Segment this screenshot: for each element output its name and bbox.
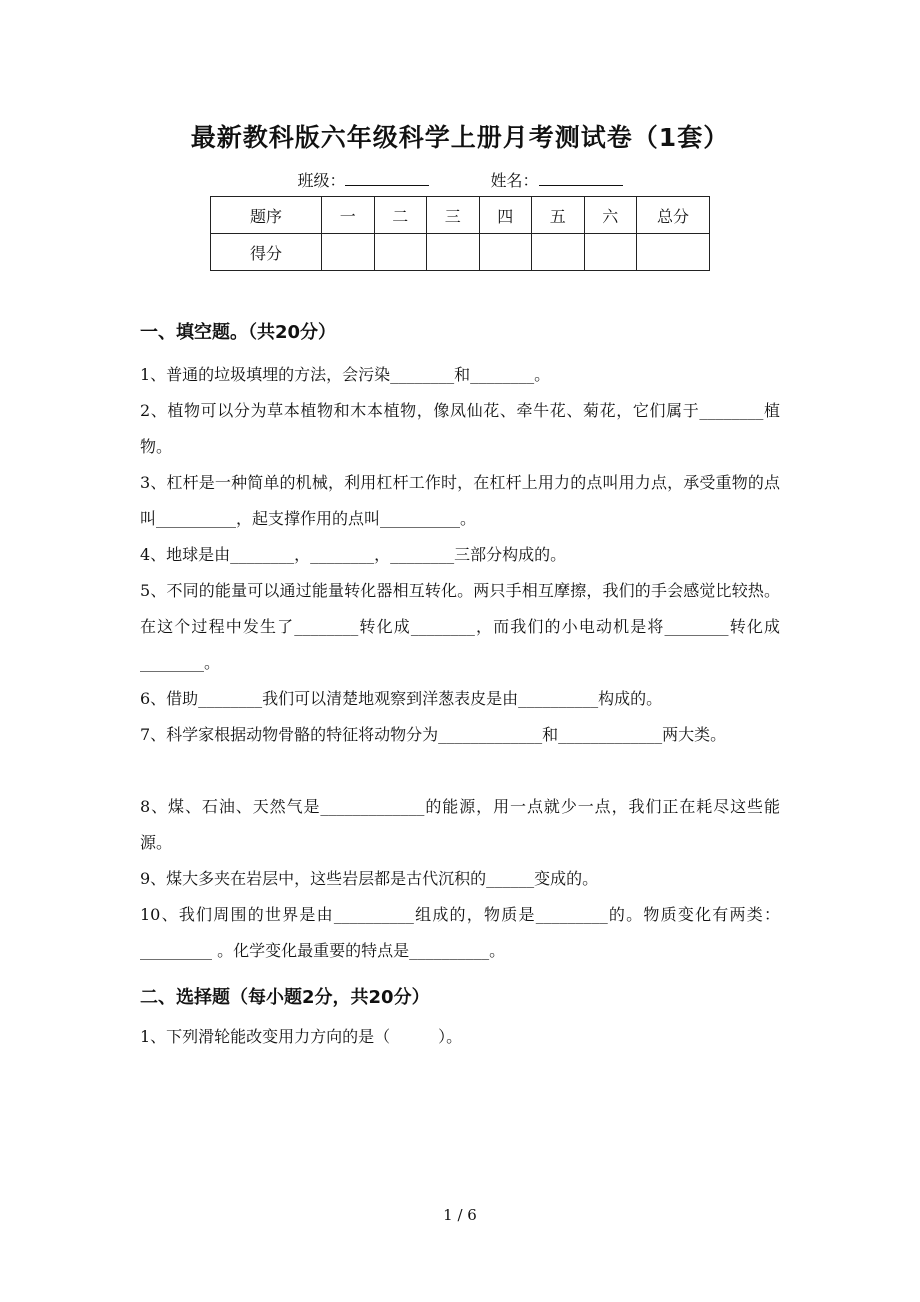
score-header-cell: 题序 — [211, 197, 322, 234]
question-10: 10、我们周围的世界是由__________组成的，物质是_________的。物质变化有两类：_________ 。化学变化最重要的特点是__________。 — [140, 905, 780, 960]
question-6: 6、借助________我们可以清楚地观察到洋葱表皮是由__________构成的。 — [140, 689, 663, 708]
score-table-header-row — [211, 197, 710, 234]
score-cell[interactable] — [584, 234, 637, 271]
question-1: 1、普通的垃圾填埋的方法，会污染________和________。 — [140, 365, 551, 384]
choice-question-1: 1、下列滑轮能改变用力方向的是（ ）。 — [140, 1027, 463, 1046]
name-field — [491, 168, 623, 191]
score-table — [210, 196, 710, 271]
score-cell[interactable] — [479, 234, 532, 271]
question-2: 2、植物可以分为草本植物和木本植物，像凤仙花、牵牛花、菊花，它们属于________植物。 — [140, 401, 780, 456]
class-blank[interactable] — [345, 171, 429, 186]
student-info — [0, 168, 920, 191]
score-cell[interactable] — [427, 234, 480, 271]
score-header-cell: 六 — [584, 197, 637, 234]
page-title: 最新教科版六年级科学上册月考测试卷（1套） — [190, 123, 730, 152]
score-cell[interactable] — [637, 234, 710, 271]
score-cell[interactable] — [374, 234, 427, 271]
score-row-label: 得分 — [211, 234, 322, 271]
score-table-score-row — [211, 234, 710, 271]
score-cell[interactable] — [322, 234, 375, 271]
class-label: 班级： — [297, 171, 346, 190]
score-header-cell: 二 — [374, 197, 427, 234]
question-5: 5、不同的能量可以通过能量转化器相互转化。两只手相互摩擦，我们的手会感觉比较热。在这个过程中发生了________转化成________，而我们的小电动机是将________转化成________。 — [140, 581, 780, 672]
score-header-cell: 五 — [532, 197, 585, 234]
score-header-cell: 总分 — [637, 197, 710, 234]
question-8: 8、煤、石油、天然气是_____________的能源，用一点就少一点，我们正在耗尽这些能源。 — [140, 797, 780, 852]
question-7: 7、科学家根据动物骨骼的特征将动物分为_____________和_____________两大类。 — [140, 725, 727, 744]
section1-heading: 一、填空题。（共20分） — [140, 322, 337, 343]
section2-heading: 二、选择题（每小题2分，共20分） — [140, 987, 430, 1008]
name-label: 姓名： — [490, 171, 539, 190]
score-header-cell: 三 — [427, 197, 480, 234]
name-blank[interactable] — [539, 171, 623, 186]
class-field — [297, 168, 429, 191]
score-header-cell: 四 — [479, 197, 532, 234]
question-4: 4、地球是由________，________，________三部分构成的。 — [140, 545, 567, 564]
score-cell[interactable] — [532, 234, 585, 271]
page-number: 1 / 6 — [443, 1206, 477, 1224]
score-header-cell: 一 — [322, 197, 375, 234]
question-9: 9、煤大多夹在岩层中，这些岩层都是古代沉积的______变成的。 — [140, 869, 599, 888]
question-3: 3、杠杆是一种简单的机械，利用杠杆工作时，在杠杆上用力的点叫用力点，承受重物的点叫__________，起支撑作用的点叫__________。 — [140, 473, 780, 528]
